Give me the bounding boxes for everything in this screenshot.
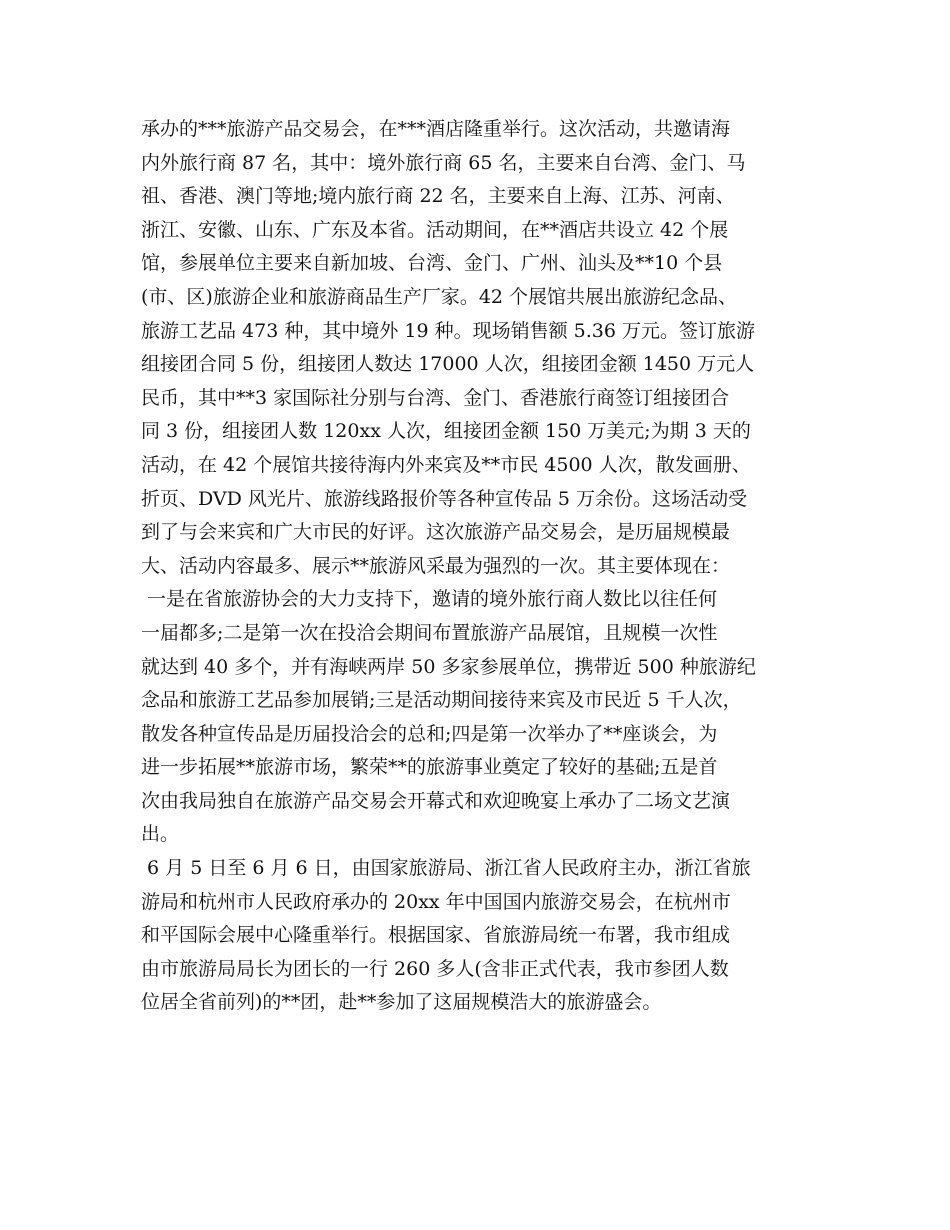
text-line: 念品和旅游工艺品参加展销;三是活动期间接待来宾及市民近 5 千人次，	[141, 689, 742, 712]
text-line: 次由我局独自在旅游产品交易会开幕式和欢迎晚宴上承办了二场文艺演	[141, 789, 731, 812]
text-line: 组接团合同 5 份，组接团人数达 17000 人次，组接团金额 1450 万元人	[141, 353, 755, 376]
text-line: 出。	[141, 823, 180, 846]
text-line: 散发各种宣传品是历届投洽会的总和;四是第一次举办了**座谈会，为	[141, 722, 718, 745]
text-line: 浙江、安徽、山东、广东及本省。活动期间，在**酒店共设立 42 个展	[141, 218, 729, 241]
text-line: 承办的***旅游产品交易会，在***酒店隆重举行。这次活动，共邀请海	[141, 118, 731, 140]
text-line: 旅游工艺品 473 种，其中境外 19 种。现场销售额 5.36 万元。签订旅游	[141, 319, 755, 342]
text-line: 6 月 5 日至 6 月 6 日，由国家旅游局、浙江省人民政府主办，浙江省旅	[141, 857, 751, 880]
text-line: 馆，参展单位主要来自新加坡、台湾、金门、广州、汕头及**10 个县	[141, 252, 723, 275]
text-line: 位居全省前列)的**团，赴**参加了这届规模浩大的旅游盛会。	[141, 991, 662, 1014]
text-line: 活动，在 42 个展馆共接待海内外来宾及**市民 4500 人次，散发画册、	[141, 453, 751, 476]
text-line: 由市旅游局局长为团长的一行 260 多人(含非正式代表，我市参团人数	[141, 957, 729, 980]
text-line: 折页、DVD 风光片、旅游线路报价等各种宣传品 5 万余份。这场活动受	[141, 487, 748, 510]
text-line: 一是在省旅游协会的大力支持下，邀请的境外旅行商人数比以往任何	[141, 588, 718, 611]
text-line: 一届都多;二是第一次在投洽会期间布置旅游产品展馆，且规模一次性	[141, 621, 718, 644]
body-text	[141, 113, 831, 1020]
text-line: (市、区)旅游企业和旅游商品生产厂家。42 个展馆共展出旅游纪念品、	[141, 285, 738, 308]
text-line: 大、活动内容最多、展示**旅游风采最为强烈的一次。其主要体现在：	[141, 554, 731, 577]
text-line: 同 3 份，组接团人数 120xx 人次，组接团金额 150 万美元;为期 3 天的	[141, 420, 751, 443]
text-line: 游局和杭州市人民政府承办的 20xx 年中国国内旅游交易会，在杭州市	[141, 890, 731, 913]
text-line: 到了与会来宾和广大市民的好评。这次旅游产品交易会，是历届规模最	[141, 521, 731, 544]
text-line: 祖、香港、澳门等地;境内旅行商 22 名，主要来自上海、江苏、河南、	[141, 185, 735, 208]
text-line: 内外旅行商 87 名，其中：境外旅行商 65 名，主要来自台湾、金门、马	[141, 151, 746, 174]
text-line: 就达到 40 多个，并有海峡两岸 50 多家参展单位，携带近 500 种旅游纪	[141, 655, 756, 678]
text-line: 民币，其中**3 家国际社分别与台湾、金门、香港旅行商签订组接团合	[141, 386, 730, 409]
text-line: 进一步拓展**旅游市场，繁荣**的旅游事业奠定了较好的基础;五是首	[141, 756, 718, 779]
text-line: 和平国际会展中心隆重举行。根据国家、省旅游局统一布署，我市组成	[141, 924, 731, 947]
